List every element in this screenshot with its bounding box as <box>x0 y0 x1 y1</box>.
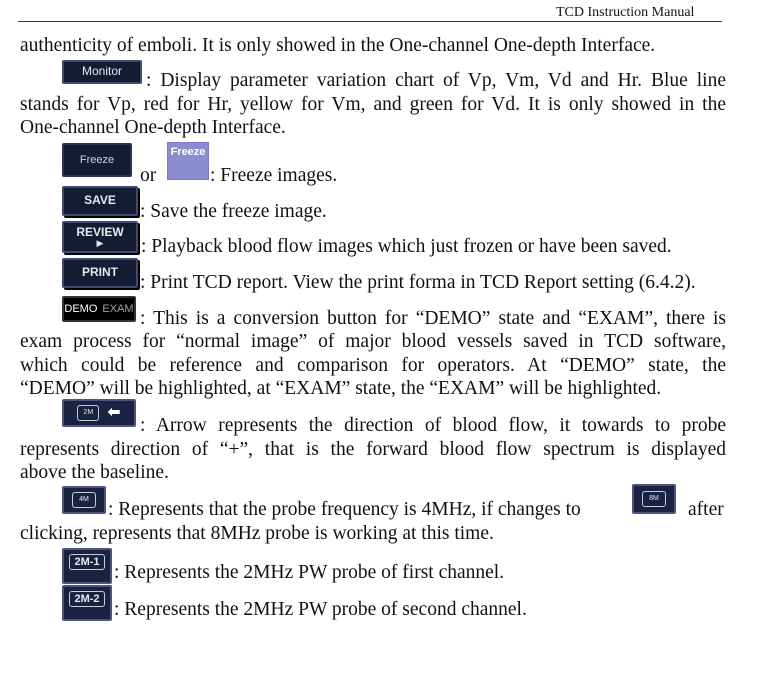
probe-4m-button[interactable] <box>62 486 106 514</box>
channel-2-desc: : Represents the 2MHz PW probe of second channel. <box>114 599 527 620</box>
monitor-desc-line-3: One-channel One-depth Interface. <box>20 117 286 138</box>
channel-1-button[interactable] <box>62 548 112 584</box>
save-desc: : Save the freeze image. <box>140 201 327 222</box>
probe-4m-icon: 4M <box>72 492 96 508</box>
arrow-desc-line-1: : Arrow represents the direction of blood flow, it towards to probe <box>140 415 726 436</box>
monitor-desc-line-2: stands for Vp, red for Hr, yellow for Vm, and green for Vd. It is only showed in the <box>20 94 726 115</box>
arrow-desc-line-2: represents direction of “+”, that is the forward blood flow spectrum is displayed <box>20 439 726 460</box>
probe-desc-line-1: : Represents that the probe frequency is 4MHz, if changes to <box>108 499 581 520</box>
channel-1-desc: : Represents the 2MHz PW probe of first channel. <box>114 562 505 583</box>
probe-2m-icon: 2M <box>77 405 99 421</box>
demo-desc-line-2: exam process for “normal image” of major blood vessels saved in TCD software, <box>20 331 726 352</box>
arrow-desc-line-3: above the baseline. <box>20 462 169 483</box>
demo-desc-line-4: “DEMO” will be highlighted, at “EXAM” state, the “EXAM” will be highlighted. <box>20 378 662 399</box>
review-label: REVIEW <box>76 224 124 239</box>
channel-2-label: 2M-2 <box>69 591 104 607</box>
channel-1-label: 2M-1 <box>69 554 104 570</box>
print-desc: : Print TCD report. View the print forma in TCD Report setting (6.4.2). <box>140 272 696 293</box>
demo-desc-line-3: which could be reference and comparison for operators. At “DEMO” state, the <box>20 355 726 376</box>
flow-direction-button[interactable] <box>62 399 136 427</box>
freeze-dark-button[interactable]: Freeze <box>62 143 132 177</box>
probe-desc-line-2: clicking, represents that 8MHz probe is working at this time. <box>20 523 494 544</box>
demo-desc-line-1: : This is a conversion button for “DEMO” state and “EXAM”, there is <box>140 308 726 329</box>
probe-8m-button[interactable] <box>632 484 676 514</box>
exam-label: EXAM <box>102 302 134 315</box>
print-button[interactable]: PRINT <box>62 258 138 288</box>
freeze-or-text: or <box>140 165 157 186</box>
intro-line: authenticity of emboli. It is only showed in the One-channel One-depth Interface. <box>20 35 656 56</box>
review-desc: : Playback blood flow images which just frozen or have been saved. <box>141 236 672 257</box>
freeze-light-button[interactable]: Freeze <box>167 142 209 180</box>
review-button[interactable] <box>62 221 138 253</box>
save-button[interactable]: SAVE <box>62 186 138 216</box>
running-header: TCD Instruction Manual <box>556 5 695 20</box>
monitor-desc-line-1: : Display parameter variation chart of Vp, Vm, Vd and Hr. Blue line <box>146 70 726 91</box>
probe-8m-icon: 8M <box>642 491 666 507</box>
play-icon: ▶ <box>96 238 104 249</box>
monitor-button[interactable]: Monitor <box>62 60 142 84</box>
header-rule <box>18 21 722 22</box>
demo-exam-toggle[interactable] <box>62 296 136 322</box>
probe-after-text: after <box>688 499 724 520</box>
channel-2-button[interactable] <box>62 585 112 621</box>
demo-label: DEMO <box>64 302 98 315</box>
freeze-desc: : Freeze images. <box>210 165 338 186</box>
arrow-left-icon: ⬅ <box>107 404 121 422</box>
